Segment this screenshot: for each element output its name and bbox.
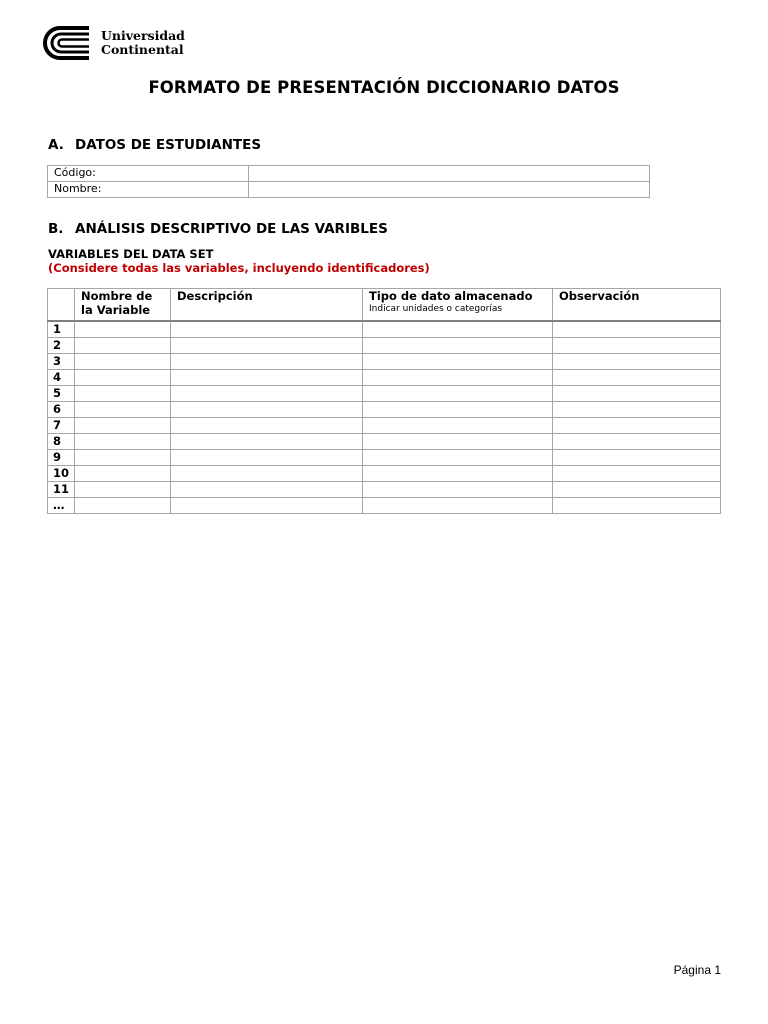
table-row — [48, 369, 721, 385]
cell-tipo[interactable] — [363, 433, 553, 449]
cell-descripcion[interactable] — [171, 353, 363, 369]
cell-nombre[interactable] — [75, 449, 171, 465]
cell-descripcion[interactable] — [171, 321, 363, 338]
section-b-title: ANÁLISIS DESCRIPTIVO DE LAS VARIBLES — [75, 221, 388, 237]
codigo-label: Código: — [48, 166, 249, 182]
header-tipo-dato-hint: Indicar unidades o categorías — [369, 304, 503, 314]
cell-nombre[interactable] — [75, 385, 171, 401]
cell-observacion[interactable] — [553, 337, 721, 353]
cell-tipo[interactable] — [363, 497, 553, 513]
row-number: 1 — [48, 321, 75, 338]
header-number — [48, 289, 75, 321]
cell-observacion[interactable] — [553, 449, 721, 465]
cell-tipo[interactable] — [363, 449, 553, 465]
student-data-table — [47, 165, 650, 198]
university-logo-icon — [40, 25, 91, 61]
cell-nombre[interactable] — [75, 417, 171, 433]
cell-descripcion[interactable] — [171, 401, 363, 417]
table-row — [48, 353, 721, 369]
cell-tipo[interactable] — [363, 337, 553, 353]
cell-descripcion[interactable] — [171, 417, 363, 433]
university-name — [101, 29, 185, 57]
cell-observacion[interactable] — [553, 401, 721, 417]
section-b-letter: B. — [48, 221, 64, 237]
row-number: … — [48, 497, 75, 513]
table-row — [48, 182, 650, 198]
logo-line-2: Continental — [101, 42, 184, 57]
page-number: Página 1 — [673, 963, 721, 977]
cell-tipo[interactable] — [363, 465, 553, 481]
variables-subtitle: VARIABLES DEL DATA SET — [48, 247, 214, 261]
header-tipo-dato — [363, 289, 553, 321]
nombre-field[interactable] — [249, 182, 650, 198]
logo-line-1: Universidad — [101, 28, 185, 43]
cell-tipo[interactable] — [363, 417, 553, 433]
section-a-letter: A. — [48, 137, 64, 153]
cell-observacion[interactable] — [553, 385, 721, 401]
table-header-row — [48, 289, 721, 321]
table-row — [48, 497, 721, 513]
cell-descripcion[interactable] — [171, 385, 363, 401]
cell-observacion[interactable] — [553, 433, 721, 449]
row-number: 5 — [48, 385, 75, 401]
cell-nombre[interactable] — [75, 401, 171, 417]
table-row — [48, 465, 721, 481]
cell-tipo[interactable] — [363, 481, 553, 497]
cell-nombre[interactable] — [75, 465, 171, 481]
cell-descripcion[interactable] — [171, 481, 363, 497]
nombre-label: Nombre: — [48, 182, 249, 198]
row-number: 11 — [48, 481, 75, 497]
cell-descripcion[interactable] — [171, 369, 363, 385]
table-row — [48, 385, 721, 401]
cell-observacion[interactable] — [553, 417, 721, 433]
document-title: FORMATO DE PRESENTACIÓN DICCIONARIO DATOS — [148, 78, 620, 97]
cell-nombre[interactable] — [75, 369, 171, 385]
table-row — [48, 481, 721, 497]
variables-note: (Considere todas las variables, incluyendo identificadores) — [48, 261, 430, 275]
cell-tipo[interactable] — [363, 321, 553, 338]
row-number: 4 — [48, 369, 75, 385]
cell-descripcion[interactable] — [171, 449, 363, 465]
cell-descripcion[interactable] — [171, 337, 363, 353]
header-observacion: Observación — [553, 289, 721, 321]
cell-nombre[interactable] — [75, 321, 171, 338]
row-number: 10 — [48, 465, 75, 481]
table-row — [48, 417, 721, 433]
variables-table — [47, 288, 721, 514]
codigo-field[interactable] — [249, 166, 650, 182]
row-number: 6 — [48, 401, 75, 417]
cell-nombre[interactable] — [75, 497, 171, 513]
cell-observacion[interactable] — [553, 497, 721, 513]
row-number: 3 — [48, 353, 75, 369]
section-b-heading — [48, 221, 388, 237]
table-row — [48, 321, 721, 338]
cell-tipo[interactable] — [363, 369, 553, 385]
cell-tipo[interactable] — [363, 401, 553, 417]
cell-nombre[interactable] — [75, 337, 171, 353]
cell-nombre[interactable] — [75, 481, 171, 497]
table-row — [48, 337, 721, 353]
cell-observacion[interactable] — [553, 465, 721, 481]
cell-observacion[interactable] — [553, 369, 721, 385]
table-row — [48, 449, 721, 465]
cell-observacion[interactable] — [553, 353, 721, 369]
table-row — [48, 401, 721, 417]
cell-nombre[interactable] — [75, 353, 171, 369]
header-nombre-variable: Nombre de la Variable — [75, 289, 171, 321]
row-number: 9 — [48, 449, 75, 465]
section-a-heading — [48, 137, 261, 153]
header-descripcion: Descripción — [171, 289, 363, 321]
table-row — [48, 166, 650, 182]
cell-tipo[interactable] — [363, 353, 553, 369]
cell-observacion[interactable] — [553, 481, 721, 497]
table-row — [48, 433, 721, 449]
section-a-title: DATOS DE ESTUDIANTES — [75, 137, 262, 153]
cell-descripcion[interactable] — [171, 465, 363, 481]
row-number: 7 — [48, 417, 75, 433]
header-tipo-dato-label: Tipo de dato almacenado — [369, 289, 533, 303]
row-number: 2 — [48, 337, 75, 353]
cell-tipo[interactable] — [363, 385, 553, 401]
cell-observacion[interactable] — [553, 321, 721, 338]
cell-descripcion[interactable] — [171, 433, 363, 449]
cell-nombre[interactable] — [75, 433, 171, 449]
cell-descripcion[interactable] — [171, 497, 363, 513]
row-number: 8 — [48, 433, 75, 449]
university-logo — [40, 24, 185, 62]
